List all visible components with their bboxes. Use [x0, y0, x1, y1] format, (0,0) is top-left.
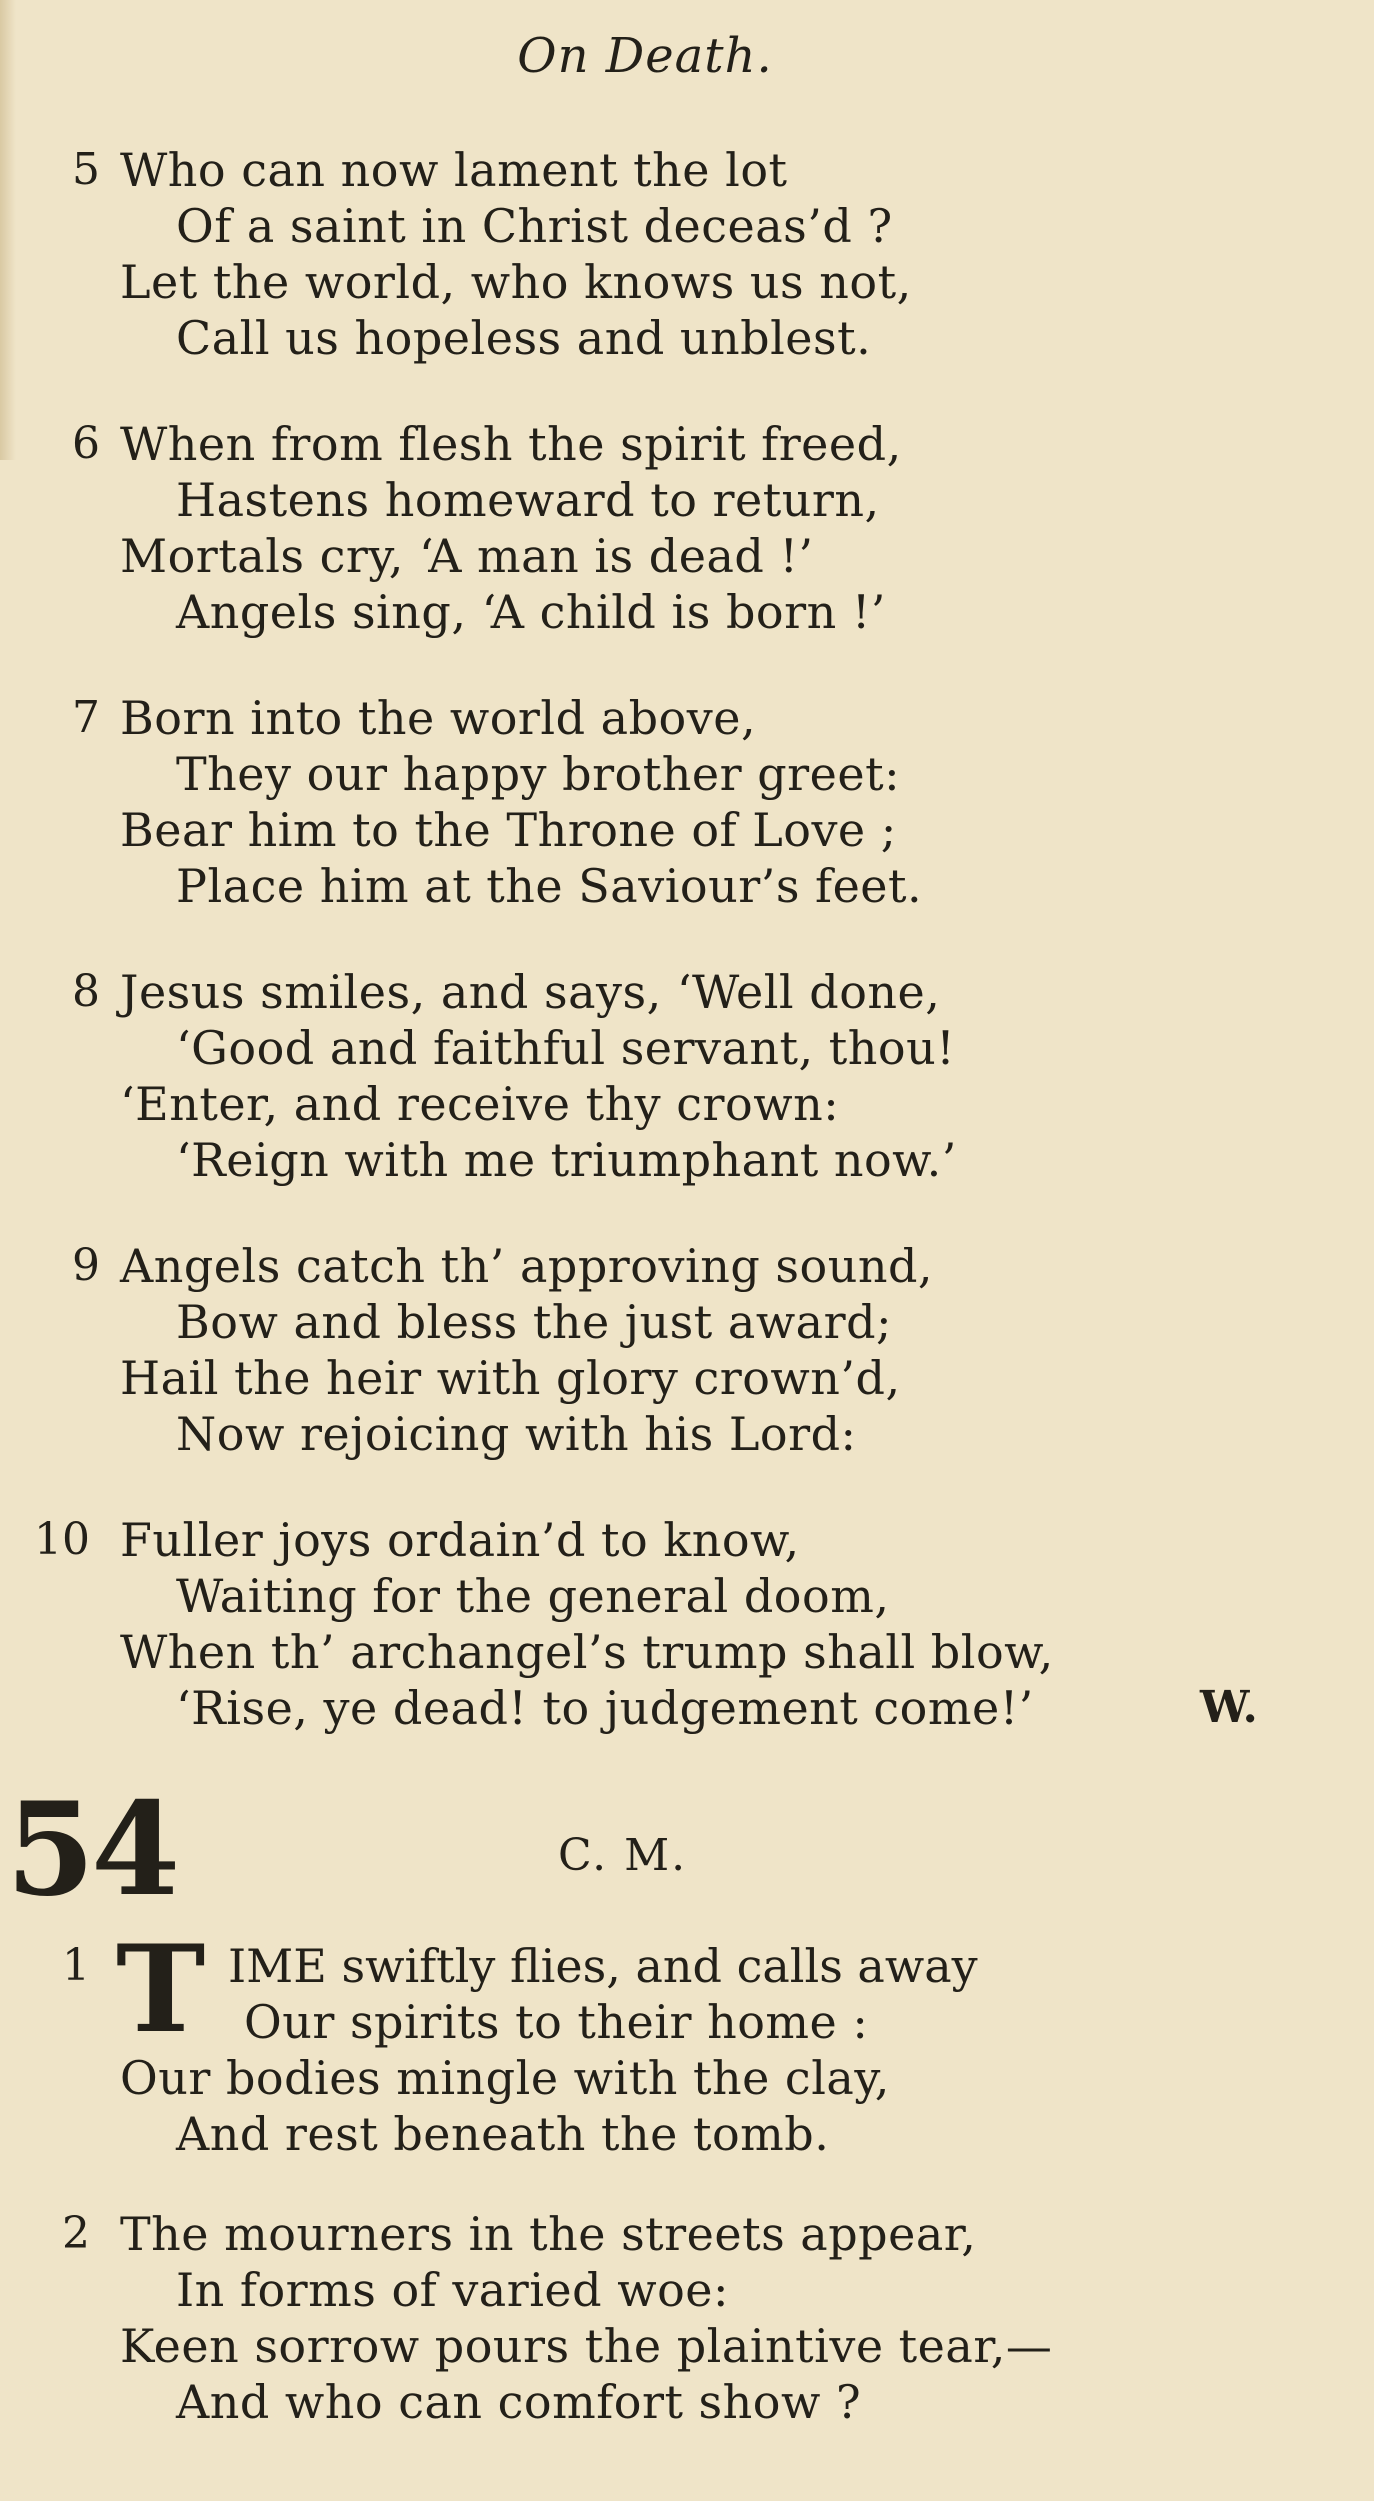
drop-cap: T [116, 1919, 206, 2060]
verse-line: Angels catch th’ approving sound, [120, 1239, 934, 1293]
stanza-number: 7 [72, 692, 100, 743]
stanza-number: 6 [72, 418, 100, 469]
verse-line: Place him at the Saviour’s feet. [176, 859, 923, 913]
stanza-number: 5 [72, 144, 100, 195]
verse-line: They our happy brother greet: [176, 747, 901, 801]
verse-line: ‘Reign with me triumphant now.’ [176, 1133, 957, 1187]
verse-line: Waiting for the general doom, [176, 1569, 890, 1623]
verse-line: ‘Enter, and receive thy crown: [120, 1077, 840, 1131]
hymn-meter: C. M. [558, 1830, 688, 1881]
verse-line: Keen sorrow pours the plaintive tear,— [120, 2319, 1053, 2373]
verse-line: Fuller joys ordain’d to know, [120, 1513, 800, 1567]
stanza-number: 10 [34, 1514, 90, 1565]
verse-line: Jesus smiles, and says, ‘Well done, [120, 965, 941, 1019]
verse-line: Call us hopeless and unblest. [176, 311, 872, 365]
stanza-number: 8 [72, 966, 100, 1017]
verse-line: Of a saint in Christ deceas’d ? [176, 199, 893, 253]
verse-line: When th’ archangel’s trump shall blow, [120, 1625, 1054, 1679]
first-line-rest: IME swiftly flies, and calls away [228, 1939, 978, 1993]
verse-line: Our bodies mingle with the clay, [120, 2051, 890, 2105]
verse-line: In forms of varied woe: [176, 2263, 730, 2317]
running-head: On Death. [517, 28, 773, 84]
verse-line: Bear him to the Throne of Love ; [120, 803, 897, 857]
stanza-number: 1 [62, 1940, 90, 1991]
verse-line: Born into the world above, [120, 691, 757, 745]
verse-line: When from flesh the spirit freed, [120, 417, 902, 471]
verse-line: Our spirits to their home : [244, 1995, 869, 2049]
verse-line: Bow and bless the just award; [176, 1295, 893, 1349]
verse-line: And rest beneath the tomb. [176, 2107, 830, 2161]
verse-line: ‘Rise, ye dead! to judgement come!’ [176, 1681, 1034, 1735]
verse-line: ‘Good and faithful servant, thou! [176, 1021, 956, 1075]
stanza-number: 2 [62, 2208, 90, 2259]
verse-line: Who can now lament the lot [120, 143, 788, 197]
attribution: W. [1200, 1682, 1258, 1733]
verse-line: And who can comfort show ? [176, 2375, 862, 2429]
verse-line: The mourners in the streets appear, [120, 2207, 977, 2261]
verse-line: Now rejoicing with his Lord: [176, 1407, 857, 1461]
verse-line: Hail the heir with glory crown’d, [120, 1351, 901, 1405]
verse-line: Angels sing, ‘A child is born !’ [176, 585, 886, 639]
verse-line: Mortals cry, ‘A man is dead !’ [120, 529, 814, 583]
verse-line: Let the world, who knows us not, [120, 255, 912, 309]
hymn-number: 54 [6, 1775, 177, 1925]
verse-line: Hastens homeward to return, [176, 473, 880, 527]
stanza-number: 9 [72, 1240, 100, 1291]
